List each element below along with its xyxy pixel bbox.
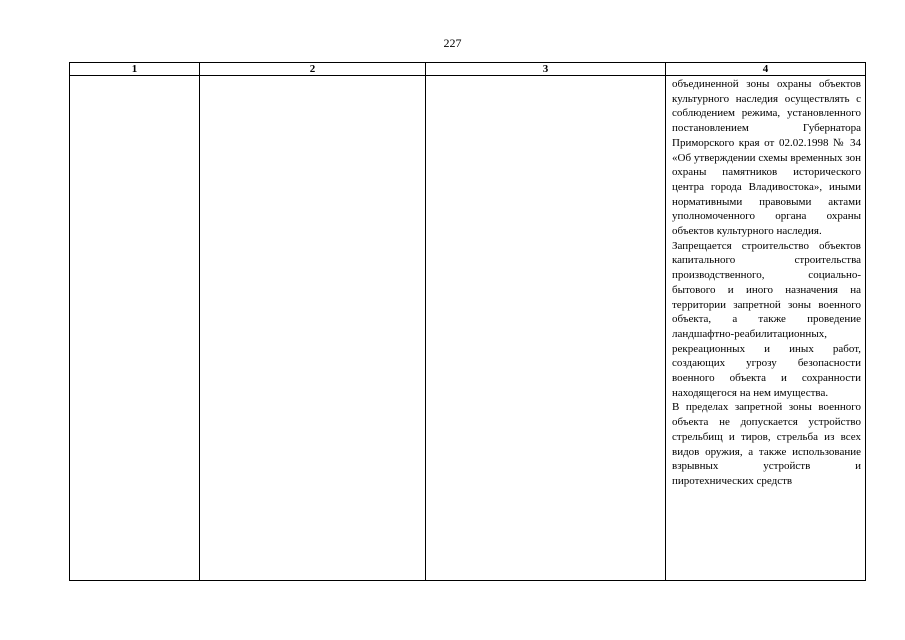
paragraph-construction-ban: Запрещается строительство объектов капитального строительства производственного, социально-бытового и иного назначения на территории запретной зоны военного объекта, а также проведение ландшафтно-реабилитационных, рекреационных и иных работ, создающих угрозу безопасности военного объекта и сохранности находящегося на нем имущества. — [672, 239, 861, 399]
paragraph-heritage-zone: объединенной зоны охраны объектов культурного наследия осуществлять с соблюдением режима, установленного постановлением Губернатора Приморского края от 02.02.1998 № 34 «Об утверждении схемы временных зон охраны памятников исторического центра города Владивостока», иными нормативными правовыми актами уполномоченного органа охраны объектов культурного наследия. — [672, 78, 861, 238]
table-cell-col3 — [426, 76, 666, 581]
column-header-4: 4 — [666, 63, 866, 76]
table-header-row — [70, 63, 866, 76]
table-cell-col4 — [666, 76, 866, 581]
table-row — [70, 76, 866, 581]
page-number: 227 — [443, 36, 462, 50]
table-cell-col1 — [70, 76, 200, 581]
table-cell-col2 — [200, 76, 426, 581]
column-header-2: 2 — [200, 63, 426, 76]
document-table — [69, 62, 866, 581]
paragraph-shooting-ban: В пределах запретной зоны военного объекта не допускается устройство стрельбищ и тиров, стрельба из всех видов оружия, а также использование взрывных устройств и пиротехнических средств — [672, 401, 861, 487]
column-header-3: 3 — [426, 63, 666, 76]
column-header-1: 1 — [70, 63, 200, 76]
